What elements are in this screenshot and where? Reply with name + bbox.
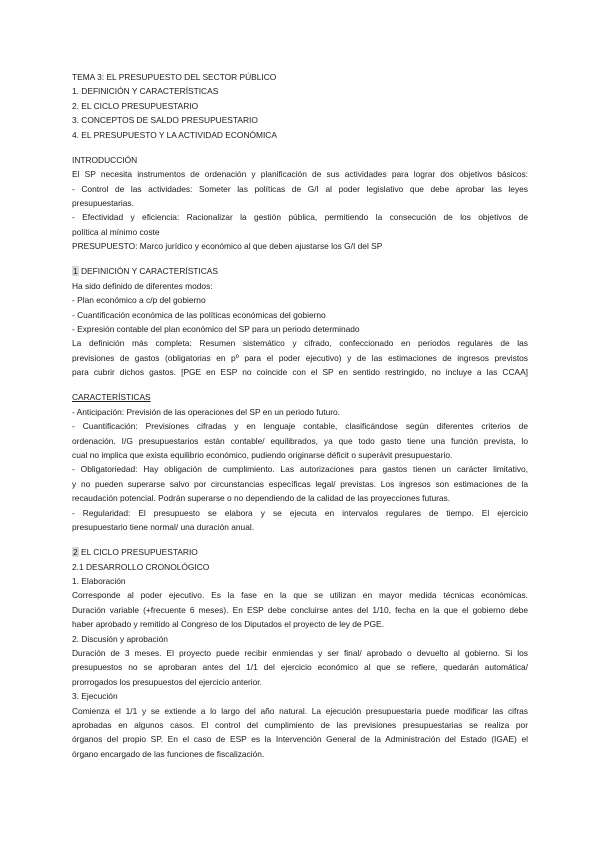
section-1-heading bbox=[72, 264, 528, 278]
subsection-heading: 2.1 DESARROLLO CRONOLÓGICO bbox=[72, 561, 210, 572]
characteristics-line: - Cuantificación: Previsiones cifradas y en lenguaje contable, clasificándose según diferentes criterios de bbox=[72, 421, 528, 432]
intro-line: - Efectividad y eficiencia: Racionalizar la gestión pública, permitiendo la consecución de los objetivos de bbox=[72, 212, 528, 223]
characteristics-line: - Anticipación: Previsión de las operaciones del SP en un periodo futuro. bbox=[72, 406, 341, 417]
section-1-line: - Expresión contable del plan económico del SP para un periodo determinado bbox=[72, 324, 360, 335]
phase-3-line: aprobadas en algunos casos. El control del cumplimiento de las previsiones presupuestarias se realiza por bbox=[72, 720, 528, 730]
characteristics-line: y no pueden superarse salvo por circunstancias específicas legal/ previstas. Los ingresos son estimaciones de la bbox=[72, 478, 528, 489]
phase-2-title: 2. Discusión y aprobación bbox=[72, 633, 168, 644]
phase-3-line: Comienza el 1/1 y se extiende a lo largo del año natural. La ejecución presupuestaria puede modificar las cifras bbox=[72, 705, 528, 716]
characteristics-line: - Regularidad: El presupuesto se elabora y se ejecuta en intervalos regulares de tiempo. El ejercicio bbox=[72, 507, 528, 518]
section-1-number: 1 bbox=[73, 266, 78, 277]
phase-2-line: prorrogados los presupuestos del ejercicio anterior. bbox=[72, 676, 262, 687]
phase-2-line: presupuestos no se aprobaran antes del 1/1 del ejercicio económico al que se refiere, quedarán automática/ bbox=[72, 662, 528, 673]
phase-2-line: Duración de 3 meses. El proyecto puede recibir enmiendas y ser final/ aprobado o devuelto al gobierno. Si los bbox=[72, 648, 528, 659]
toc-item-2: 2. EL CICLO PRESUPUESTARIO bbox=[72, 100, 199, 111]
characteristics-line: ordenación. I/G presupuestarios están contable/ equilibrados, ya que todo gasto tiene una función prevista, lo bbox=[72, 435, 528, 446]
characteristics-line: presupuestario tiene normal/ una duración anual. bbox=[72, 522, 255, 532]
section-2-heading bbox=[72, 545, 528, 559]
section-1-line: La definición más completa: Resumen sistemático y cifrado, confeccionado en periodos regulares de las bbox=[72, 338, 528, 349]
characteristics-heading: CARACTERÍSTICAS bbox=[72, 392, 151, 403]
section-1-line: - Plan económico a c/p del gobierno bbox=[72, 295, 206, 306]
intro-heading: INTRODUCCIÓN bbox=[72, 154, 138, 165]
section-1-line: Ha sido definido de diferentes modos: bbox=[72, 280, 213, 291]
toc-item-3: 3. CONCEPTOS DE SALDO PRESUPUESTARIO bbox=[72, 115, 258, 126]
phase-3-line: órgano encargado de las funciones de fiscalización. bbox=[72, 748, 265, 759]
section-2-number: 2 bbox=[73, 547, 78, 558]
doc-title: TEMA 3: EL PRESUPUESTO DEL SECTOR PÚBLICO bbox=[72, 72, 277, 82]
characteristics-line: - Obligatoriedad: Hay obligación de cumplimiento. Las autorizaciones para gastos tienen un carácter limitativo, bbox=[72, 464, 528, 475]
phase-1-line: haber aprobado y remitido al Congreso de los Diputados el proyecto de ley de PGE. bbox=[72, 619, 384, 630]
toc-item-4: 4. EL PRESUPUESTO Y LA ACTIVIDAD ECONÓMICA bbox=[72, 129, 277, 140]
intro-line: política al mínimo coste bbox=[72, 226, 160, 237]
section-1-title: DEFINICIÓN Y CARACTERÍSTICAS bbox=[78, 266, 218, 277]
phase-3-title: 3. Ejecución bbox=[72, 691, 118, 702]
phase-1-line: Duración variable (+frecuente 6 meses). En ESP debe concluirse antes del 1/10, fecha en la que el gobierno debe bbox=[72, 604, 528, 615]
phase-1-title: 1. Elaboración bbox=[72, 576, 126, 587]
document-page bbox=[72, 70, 528, 761]
characteristics-line: recaudación potencial. Podrán superarse o no dependiendo de la calidad de las proyecciones futuras. bbox=[72, 493, 451, 504]
intro-presupuesto-line: PRESUPUESTO: Marco jurídico y económico al que deben ajustarse los G/I del SP bbox=[72, 241, 383, 252]
section-1-line: previsiones de gastos (obligatorias en pº para el poder ejecutivo) y de las estimaciones de ingresos previstos bbox=[72, 352, 528, 363]
intro-line: El SP necesita instrumentos de ordenación y planificación de sus actividades para lograr dos objetivos básicos: bbox=[72, 169, 528, 180]
intro-line: - Control de las actividades: Someter las políticas de G/I al poder legislativo que debe aprobar las leyes bbox=[72, 183, 528, 194]
phase-3-line: órganos del propio SP. En el caso de ESP es la Intervención General de la Administración del Estado (IGAE) el bbox=[72, 734, 528, 745]
toc-item-1: 1. DEFINICIÓN Y CARACTERÍSTICAS bbox=[72, 86, 219, 97]
characteristics-line: cual no implica que exista equilibrio económico, pudiendo originarse déficit o superávit presupuestario. bbox=[72, 450, 453, 461]
section-1-line: para cubrir dichos gastos. [PGE en ESP no coincide con el SP en sentido restringido, no incluye a las CCAA] bbox=[72, 367, 528, 378]
section-2-title: EL CICLO PRESUPUESTARIO bbox=[78, 547, 198, 558]
section-1-line: - Cuantificación económica de las políticas económicas del gobierno bbox=[72, 309, 326, 320]
phase-1-line: Corresponde al poder ejecutivo. Es la fase en la que se utilizan en mayor medida técnicas económicas. bbox=[72, 590, 528, 601]
intro-line: presupuestarias. bbox=[72, 198, 134, 209]
